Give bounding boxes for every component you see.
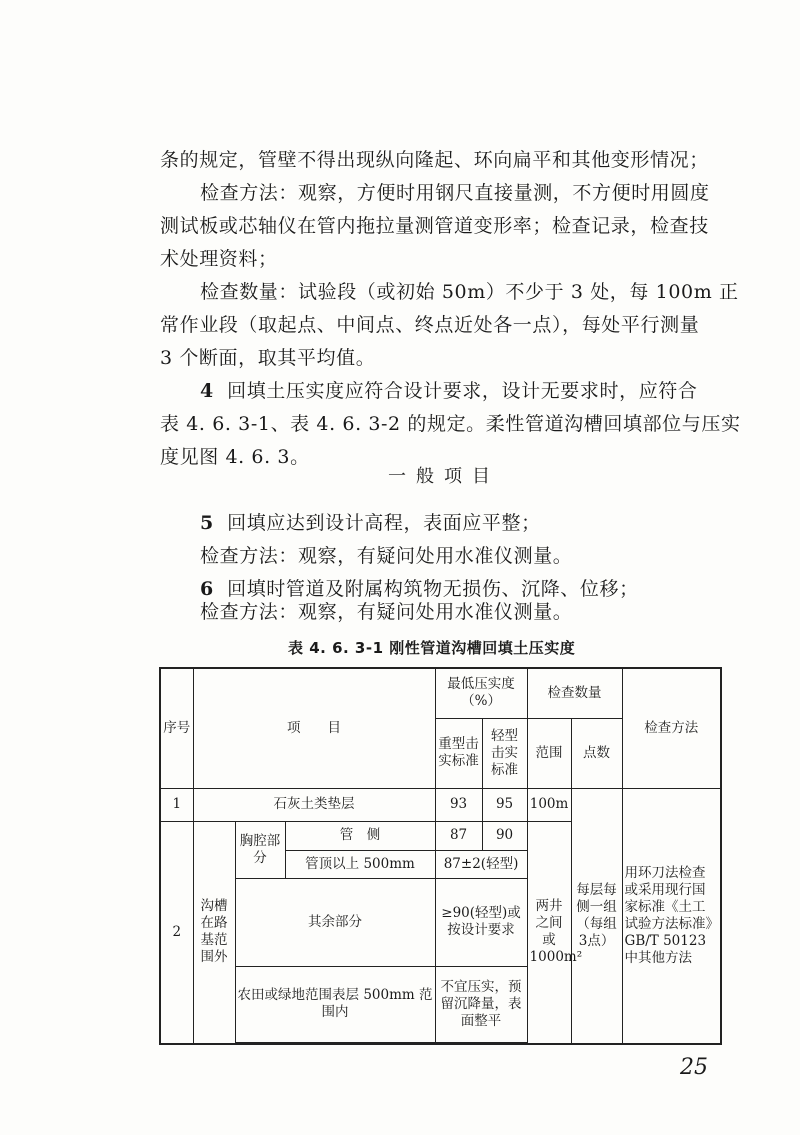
cell-value: 不宜压实，预留沉降量，表面整平 — [435, 966, 527, 1042]
item-number: 5 — [200, 512, 214, 534]
section-heading: 一般项目 — [388, 466, 500, 487]
paragraph-text: 回填时管道及附属构筑物无损伤、沉降、位移； — [227, 578, 639, 600]
paragraph-text: 回填应达到设计高程，表面应平整； — [227, 512, 541, 534]
paragraph-line: 检查方法：观察，有疑问处用水准仪测量。 — [200, 601, 573, 623]
table-row — [160, 788, 721, 821]
cell-range-merged: 两井之间或1000m² — [527, 821, 571, 1044]
cell-item: 管顶以上 500mm — [285, 850, 435, 878]
cell-chest: 胸腔部分 — [235, 821, 285, 878]
header-check-quantity: 检查数量 — [527, 668, 622, 718]
header-seq: 序号 — [160, 668, 193, 788]
cell-range: 100m — [527, 788, 571, 821]
cell-points-merged: 每层每侧一组（每组3点） — [571, 788, 622, 1044]
cell-light: 95 — [482, 788, 527, 821]
cell-seq: 2 — [160, 821, 193, 1044]
paragraph-line: 检查数量：试验段（或初始 50m）不少于 3 处，每 100m 正 — [200, 281, 739, 303]
cell-item: 石灰土类垫层 — [193, 788, 435, 821]
cell-group: 沟槽在路基范围外 — [193, 821, 235, 1044]
paragraph-line: 常作业段（取起点、中间点、终点近处各一点），每处平行测量 — [160, 314, 700, 336]
header-item: 项 目 — [193, 668, 435, 788]
paragraph-line: 条的规定，管壁不得出现纵向隆起、环向扁平和其他变形情况； — [160, 149, 709, 171]
cell-light: 90 — [482, 821, 527, 850]
cell-seq: 1 — [160, 788, 193, 821]
paragraph-line: 3 个断面，取其平均值。 — [160, 347, 376, 369]
cell-value: ≥90(轻型)或按设计要求 — [435, 878, 527, 966]
header-points: 点数 — [571, 718, 622, 788]
cell-value: 87±2(轻型) — [435, 850, 527, 878]
item-4-line — [200, 381, 698, 401]
paragraph-line: 测试板或芯轴仪在管内拖拉量测管道变形率；检查记录，检查技 — [160, 215, 709, 237]
header-check-method: 检查方法 — [622, 668, 721, 788]
paragraph-line: 表 4. 6. 3-1、表 4. 6. 3-2 的规定。柔性管道沟槽回填部位与压实 — [160, 413, 741, 435]
cell-item: 农田或绿地范围表层 500mm 范围内 — [235, 966, 435, 1042]
item-5-line — [200, 513, 541, 533]
cell-method-merged: 用环刀法检查或采用现行国家标准《土工试验方法标准》GB/T 50123中其他方法 — [622, 788, 721, 1044]
paragraph-text: 回填土压实度应符合设计要求，设计无要求时，应符合 — [227, 380, 698, 402]
cell-heavy: 93 — [435, 788, 482, 821]
table-caption: 表 4. 6. 3-1 刚性管道沟槽回填土压实度 — [288, 639, 576, 657]
header-range: 范围 — [527, 718, 571, 788]
paragraph-line: 检查方法：观察，有疑问处用水准仪测量。 — [200, 545, 573, 567]
cell-item: 管 侧 — [285, 821, 435, 850]
item-number: 6 — [200, 578, 214, 600]
paragraph-line: 检查方法：观察，方便时用钢尺直接量测，不方便时用圆度 — [200, 182, 710, 204]
cell-heavy: 87 — [435, 821, 482, 850]
paragraph-line: 术处理资料； — [160, 248, 278, 270]
header-min-compaction: 最低压实度（%） — [435, 668, 527, 718]
page-number: 25 — [680, 1055, 708, 1080]
header-light: 轻型击实标准 — [482, 718, 527, 788]
header-heavy: 重型击实标准 — [435, 718, 482, 788]
cell-item: 其余部分 — [235, 878, 435, 966]
item-6-line — [200, 579, 639, 599]
item-number: 4 — [200, 380, 214, 402]
compaction-table — [159, 667, 722, 1045]
paragraph-line: 度见图 4. 6. 3。 — [160, 446, 310, 468]
